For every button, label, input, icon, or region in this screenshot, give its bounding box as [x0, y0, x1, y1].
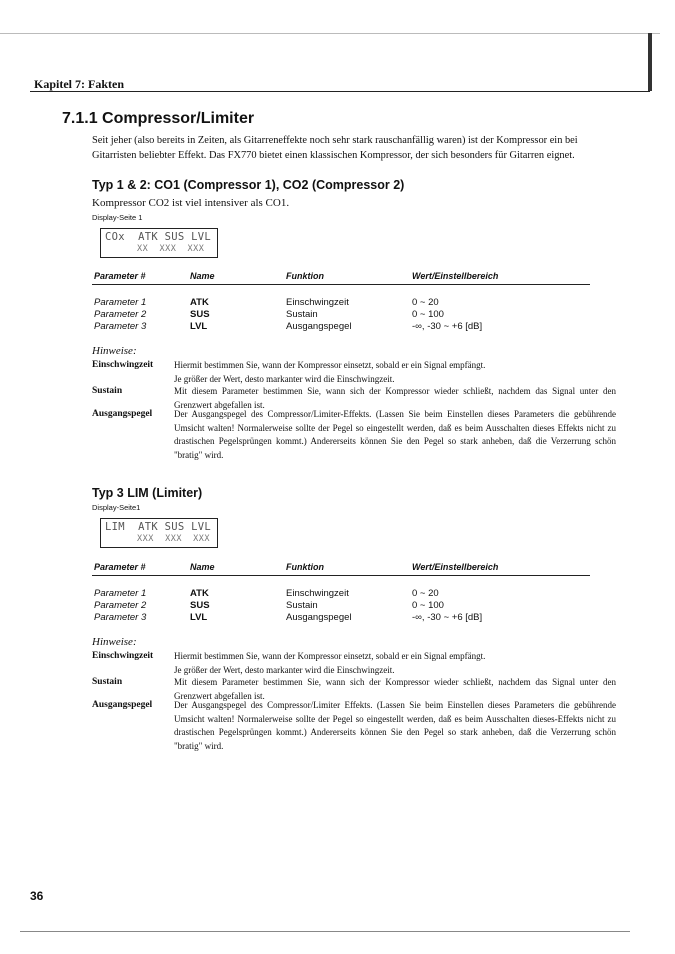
type3-th-funktion: Funktion — [286, 562, 324, 572]
type1-note-term: Ausgangspegel — [92, 409, 153, 419]
type1-row3-wert: -∞, -30 ~ +6 [dB] — [412, 321, 483, 332]
note-line: Mit diesem Parameter bestimmen Sie, wann sich der Kompressor wieder schließt, nachdem das Signal unter den Grenzwert abgefallen ist. — [174, 677, 616, 701]
type1-th-parameter: Parameter # — [94, 271, 146, 281]
section-title: 7.1.1 Compressor/Limiter — [62, 110, 255, 127]
type1-row2-name: SUS — [190, 309, 210, 320]
type3-row2-name: SUS — [190, 600, 210, 611]
type1-heading: Typ 1 & 2: CO1 (Compressor 1), CO2 (Compressor 2) — [92, 178, 405, 192]
footer-rule — [20, 931, 630, 932]
type3-note-term: Sustain — [92, 677, 123, 687]
type3-note-term: Einschwingzeit — [92, 651, 154, 661]
note-line: Mit diesem Parameter bestimmen Sie, wann sich der Kompressor wieder schließt, nachdem das Signal unter den Grenzwert abgefallen ist. — [174, 386, 616, 410]
type1-lcd-display — [100, 228, 218, 258]
type3-row1-funktion: Einschwingzeit — [286, 588, 349, 599]
page-number: 36 — [30, 889, 44, 903]
type3-table-rule — [92, 575, 590, 576]
note-line: Je größer der Wert, desto markanter wird die Einschwingzeit. — [174, 664, 395, 675]
type3-row3-param: Parameter 3 — [94, 612, 147, 623]
note-line: Der Ausgangspegel des Compressor/Limiter-Effekts. (Lassen Sie beim Einstellen dieses Parameters die gebührende Umsicht walten! Normalerweise sollte der Pegel so eingestellt werden, daß es beim Ausschalten dieses Effekts nicht zu drastischen Pegelsprüngen kommt.) Andererseits können Sie den Pegel so stark anheben, daß die Verzerrung schön "bratig" wird. — [174, 409, 616, 460]
type3-th-parameter: Parameter # — [94, 562, 146, 572]
type1-note-text — [174, 359, 616, 386]
type3-row1-param: Parameter 1 — [94, 588, 147, 599]
type1-hinweise-label: Hinweise: — [92, 345, 137, 357]
type1-note-text — [174, 408, 616, 462]
note-line: Je größer der Wert, desto markanter wird die Einschwingzeit. — [174, 373, 395, 384]
type3-lcd-row1: LIM ATK SUS LVL — [105, 521, 211, 533]
type3-row2-param: Parameter 2 — [94, 600, 147, 611]
type1-note-term: Einschwingzeit — [92, 360, 154, 370]
note-line: Der Ausgangspegel des Compressor/Limiter Effekts. (Lassen Sie beim Einstellen dieses Parameters die gebührende Umsicht walten! Normalerweise sollte der Pegel so eingestellt werden, daß es beim Ausschalten dieses-Effekts nicht zu drastischen Pegelsprüngen kommt.) Andererseits können Sie den Pegel so stark anheben, daß die Verzerrung schön "bratig" wird. — [174, 700, 616, 751]
type3-th-name: Name — [190, 562, 215, 572]
type1-lcd-row2: XX XXX XXX — [137, 244, 205, 254]
header-rule — [30, 91, 650, 92]
type1-row3-param: Parameter 3 — [94, 321, 147, 332]
type1-table-rule — [92, 284, 590, 285]
type1-row1-param: Parameter 1 — [94, 297, 147, 308]
type1-row2-wert: 0 ~ 100 — [412, 309, 444, 320]
type1-row3-funktion: Ausgangspegel — [286, 321, 352, 332]
scan-edge-top — [0, 33, 660, 34]
note-line: Hiermit bestimmen Sie, wann der Kompressor einsetzt, sobald er ein Signal empfängt. — [174, 360, 486, 370]
type1-row1-name: ATK — [190, 297, 209, 308]
type3-row1-wert: 0 ~ 20 — [412, 588, 439, 599]
type3-display-label: Display-Seite1 — [92, 503, 141, 512]
type3-row1-name: ATK — [190, 588, 209, 599]
type1-note: Kompressor CO2 ist viel intensiver als CO1. — [92, 197, 290, 209]
type1-note-term: Sustain — [92, 386, 123, 396]
chapter-header: Kapitel 7: Fakten — [34, 77, 124, 91]
type1-display-label: Display-Seite 1 — [92, 213, 143, 222]
type3-heading: Typ 3 LIM (Limiter) — [92, 486, 203, 500]
section-intro: Seit jeher (also bereits in Zeiten, als Gitarreneffekte noch sehr stark rauschanfällig waren) ist der Kompressor ein bei Gitarristen beliebter Effekt. Das FX770 bietet einen klassischen Kompressor, der sich besonders für Gitarren eignet. — [92, 135, 578, 161]
type3-row3-wert: -∞, -30 ~ +6 [dB] — [412, 612, 483, 623]
type3-hinweise-label: Hinweise: — [92, 636, 137, 648]
type3-row3-name: LVL — [190, 612, 208, 623]
type1-row2-param: Parameter 2 — [94, 309, 147, 320]
type1-lcd-row1: COx ATK SUS LVL — [105, 231, 211, 243]
type3-note-text — [174, 650, 616, 677]
type3-row2-funktion: Sustain — [286, 600, 318, 611]
type3-th-wert: Wert/Einstellbereich — [412, 562, 499, 572]
type1-row3-name: LVL — [190, 321, 208, 332]
type1-th-funktion: Funktion — [286, 271, 324, 281]
type3-note-text — [174, 699, 616, 753]
note-line: Hiermit bestimmen Sie, wann der Kompressor einsetzt, sobald er ein Signal empfängt. — [174, 651, 486, 661]
type3-lcd-row2: XXX XXX XXX — [137, 534, 211, 544]
type1-th-wert: Wert/Einstellbereich — [412, 271, 499, 281]
type3-lcd-display — [100, 518, 218, 548]
type1-row2-funktion: Sustain — [286, 309, 318, 320]
type3-row2-wert: 0 ~ 100 — [412, 600, 444, 611]
scan-edge-right — [648, 33, 652, 91]
type1-row1-funktion: Einschwingzeit — [286, 297, 349, 308]
type1-th-name: Name — [190, 271, 215, 281]
type1-row1-wert: 0 ~ 20 — [412, 297, 439, 308]
type3-note-term: Ausgangspegel — [92, 700, 153, 710]
type3-row3-funktion: Ausgangspegel — [286, 612, 352, 623]
